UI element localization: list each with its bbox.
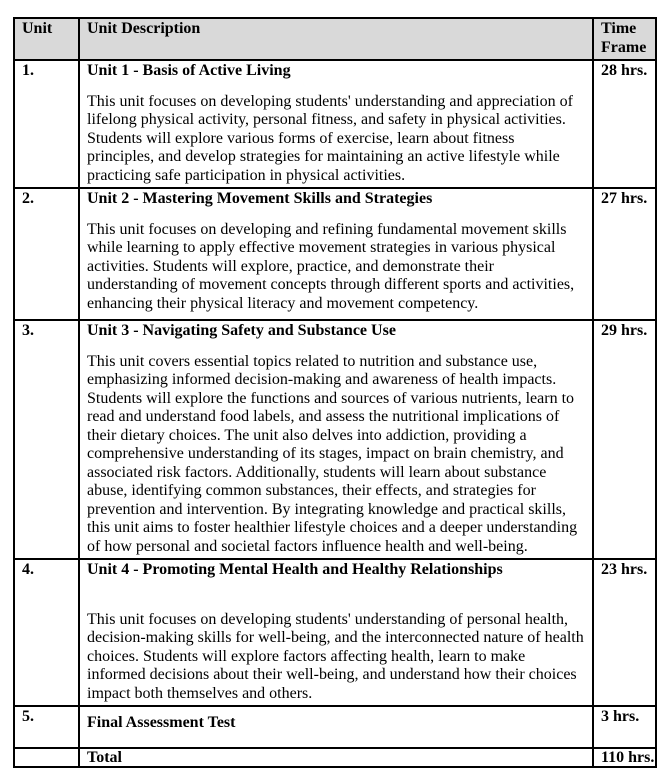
description-cell [79, 60, 593, 188]
unit-title: Unit 3 - Navigating Safety and Substance Use [87, 322, 396, 339]
curriculum-table [13, 17, 657, 768]
unit-number [14, 748, 79, 767]
description-cell [79, 706, 593, 748]
unit-title: Unit 1 - Basis of Active Living [87, 62, 291, 79]
table-header [14, 18, 656, 60]
time-frame: 23 hrs. [593, 559, 656, 706]
table-row [14, 559, 656, 706]
total-row [14, 748, 656, 767]
unit-number: 4. [14, 559, 79, 706]
total-label: Total [79, 748, 593, 767]
unit-description: This unit focuses on developing students' understanding of personal health, decision-making skills for well-being, and the interconnected nature of health choices. Students will explore factors affecting health, learn to make informed decisions about their well-being, and understand how their choices impact both themselves and others. [87, 610, 584, 702]
document-page [13, 17, 657, 768]
unit-number: 2. [14, 188, 79, 320]
unit-title: Final Assessment Test [87, 714, 236, 731]
unit-number: 5. [14, 706, 79, 748]
description-cell [79, 559, 593, 706]
unit-number: 3. [14, 320, 79, 559]
table-row [14, 188, 656, 320]
description-cell [79, 188, 593, 320]
table-row [14, 60, 656, 188]
time-frame: 28 hrs. [593, 60, 656, 188]
description-cell [79, 320, 593, 559]
time-frame: 29 hrs. [593, 320, 656, 559]
unit-title: Unit 2 - Mastering Movement Skills and Strategies [87, 190, 433, 207]
header-row [14, 18, 656, 60]
unit-description: This unit focuses on developing students' understanding and appreciation of lifelong physical activity, personal fitness, and safety in physical activities. Students will explore various forms of exercise, learn about fitness principles, and develop strategies for maintaining an active lifestyle while practicing safe participation in physical activities. [87, 92, 573, 184]
unit-description: This unit focuses on developing and refining fundamental movement skills while learning to apply effective movement strategies in various physical activities. Students will explore, practice, and demonstrate their understanding of movement concepts through different sports and activities, enhancing their physical literacy and movement competency. [87, 220, 575, 312]
header-unit: Unit [14, 18, 79, 60]
time-frame: 27 hrs. [593, 188, 656, 320]
unit-description: This unit covers essential topics related to nutrition and substance use, emphasizing informed decision-making and awareness of health impacts. Students will explore the functions and sources of various nutrients, learn to read and understand food labels, and assess the nutritional implications of their dietary choices. The unit also delves into addiction, providing a comprehensive understanding of its stages, impact on brain chemistry, and associated risk factors. Additionally, students will learn about substance abuse, identifying common substances, their effects, and strategies for prevention and intervention. By integrating knowledge and practical skills, this unit aims to foster healthier lifestyle choices and a deeper understanding of how personal and societal factors influence health and well-being. [87, 352, 578, 555]
unit-title: Unit 4 - Promoting Mental Health and Healthy Relationships [87, 561, 503, 578]
total-time: 110 hrs. [593, 748, 656, 767]
time-frame: 3 hrs. [593, 706, 656, 748]
unit-number: 1. [14, 60, 79, 188]
header-time-frame: Time Frame [593, 18, 656, 60]
header-description: Unit Description [79, 18, 593, 60]
table-row [14, 706, 656, 748]
table-row [14, 320, 656, 559]
